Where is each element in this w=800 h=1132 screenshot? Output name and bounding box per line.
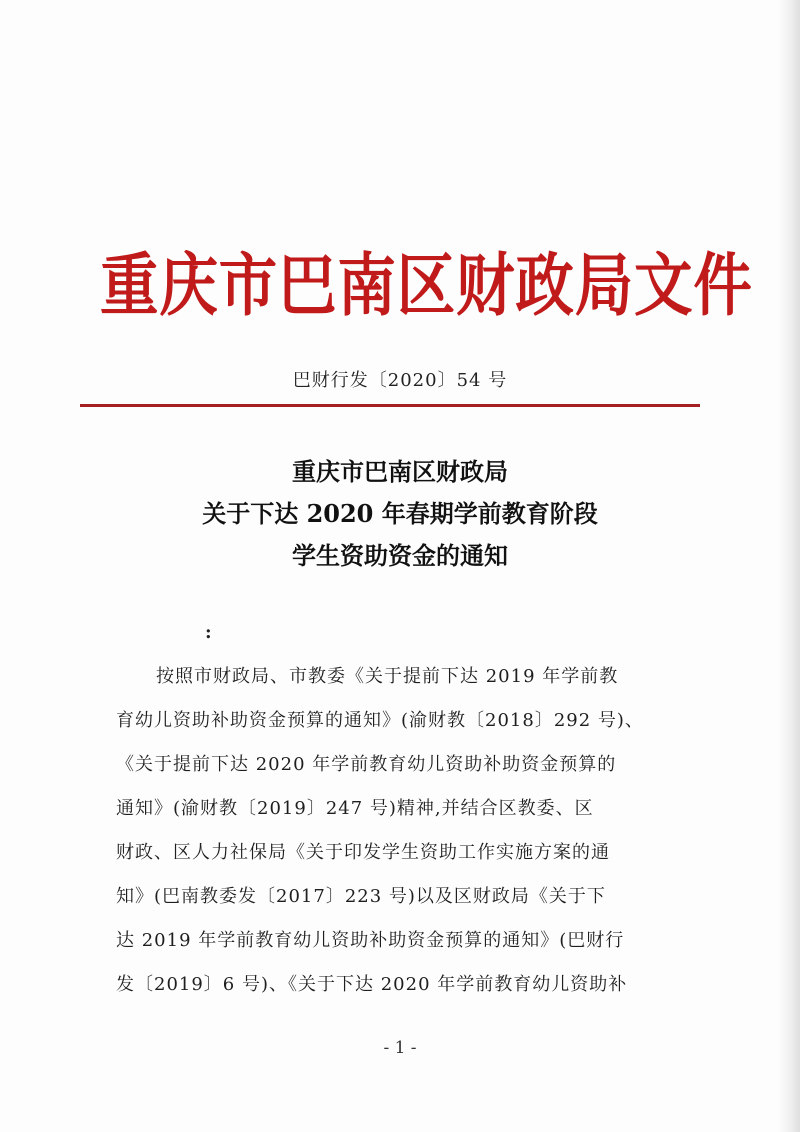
notice-title-line-1: 重庆市巴南区财政局 — [292, 457, 508, 486]
issuing-authority-header: 重庆市巴南区财政局文件 — [100, 246, 753, 326]
body-line: 发〔2019〕6 号)、《关于下达 2020 年学前教育幼儿资助补 — [116, 974, 628, 995]
body-line: 财政、区人力社保局《关于印发学生资助工作实施方案的通 — [116, 842, 610, 863]
body-line: 育幼儿资助补助资金预算的通知》(渝财教〔2018〕292 号)、 — [116, 710, 644, 731]
body-line: 达 2019 年学前教育幼儿资助补助资金预算的通知》(巴财行 — [116, 930, 625, 951]
body-line: 按照市财政局、市教委《关于提前下达 2019 年学前教 — [156, 666, 619, 687]
body-line: 《关于提前下达 2020 年学前教育幼儿资助补助资金预算的 — [116, 754, 617, 775]
recipient-line: : — [205, 622, 212, 643]
page-number: - 1 - — [383, 1038, 417, 1058]
notice-title-line-3: 学生资助资金的通知 — [292, 541, 508, 570]
document-number: 巴财行发〔2020〕54 号 — [292, 370, 508, 391]
notice-title-line-2: 关于下达 2020 年春期学前教育阶段 — [202, 499, 598, 528]
body-line: 通知》(渝财教〔2019〕247 号)精神,并结合区教委、区 — [116, 798, 594, 819]
header-divider-rule — [80, 404, 700, 407]
body-line: 知》(巴南教委发〔2017〕223 号)以及区财政局《关于下 — [116, 886, 606, 907]
